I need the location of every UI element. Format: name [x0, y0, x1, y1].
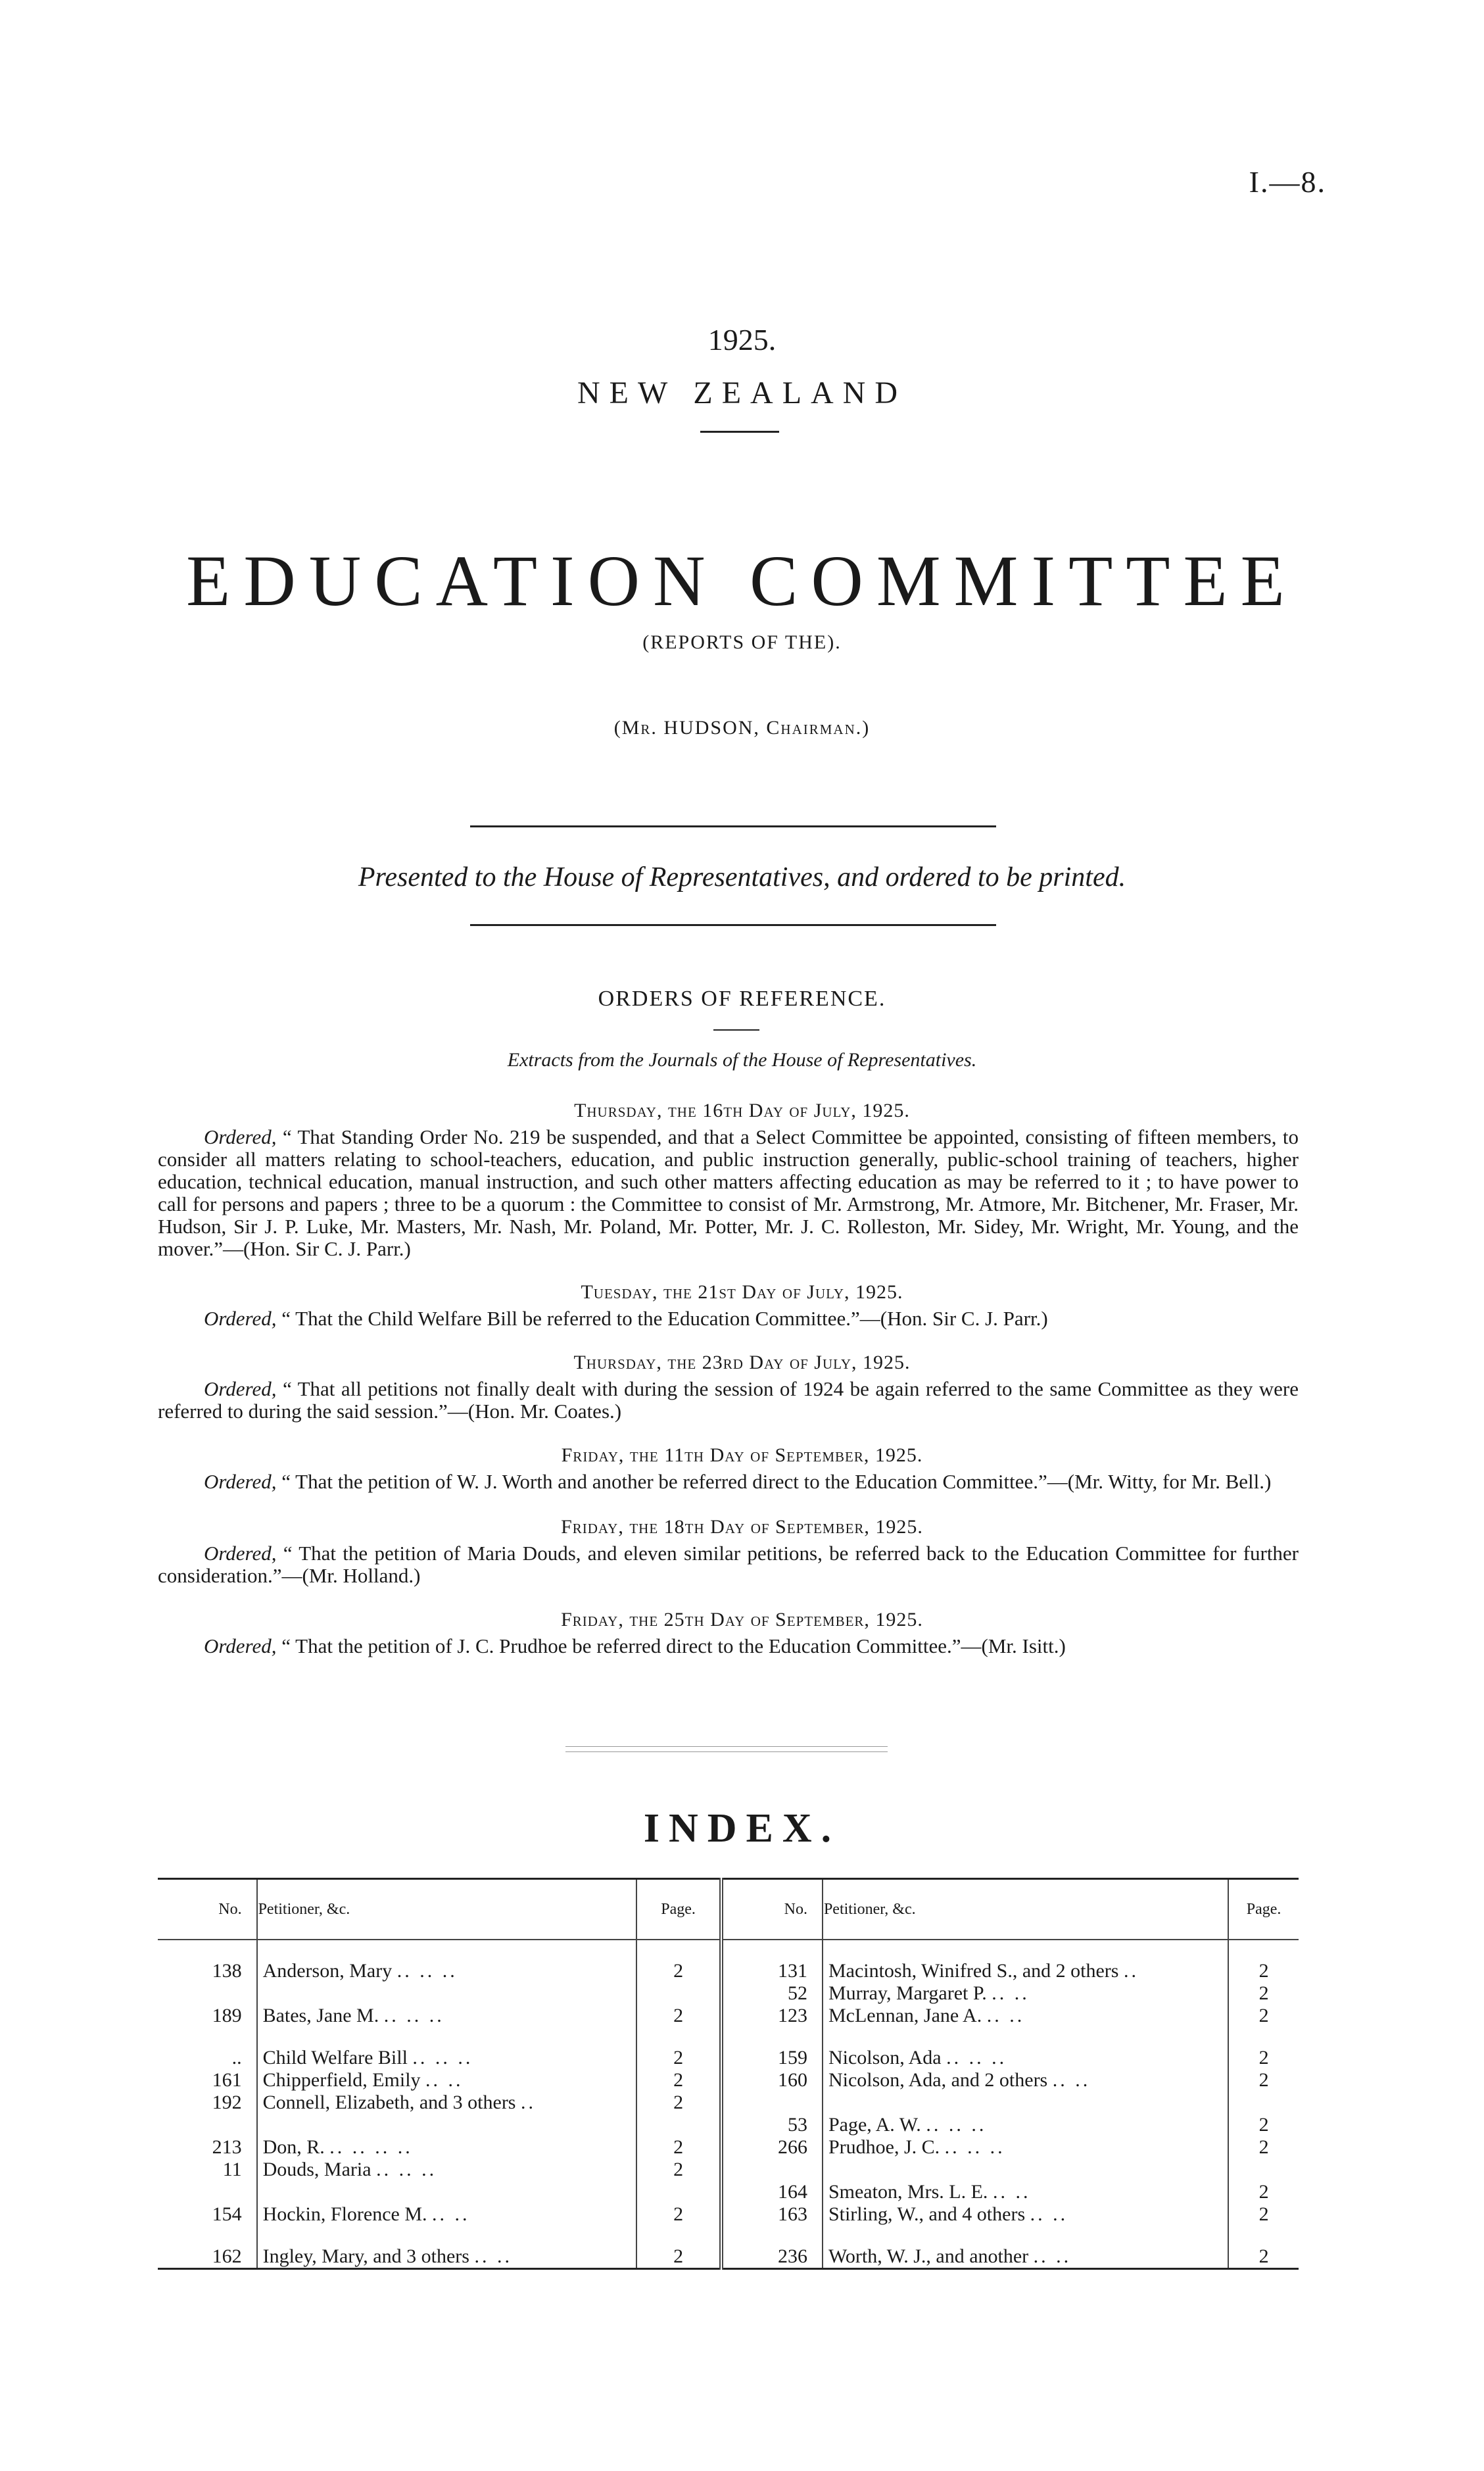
petitioner-name — [257, 2092, 636, 2114]
table-row — [158, 2245, 1299, 2269]
page-number: 2 — [636, 2159, 722, 2181]
entry-number: 266 — [721, 2136, 823, 2159]
petitioner-text: Prudhoe, J. C. — [828, 2136, 940, 2158]
entry-number: 159 — [721, 2047, 823, 2069]
entry-date: Thursday, the 16th Day of July, 1925. — [574, 1100, 910, 1121]
petitioner-name — [257, 2159, 636, 2181]
petitioner-text: Connell, Elizabeth, and 3 others — [262, 2092, 516, 2113]
order-entry — [158, 1635, 1299, 1657]
leader-dots: .. .. — [986, 2005, 1025, 2026]
entry-number: 52 — [721, 1982, 823, 2005]
entry-number: 164 — [721, 2181, 823, 2203]
order-text: “ That the petition of W. J. Worth and another be referred direct to the Education Committee.”—(Mr. Witty, for Mr. Bell.) — [281, 1470, 1272, 1493]
petitioner-name — [257, 2136, 636, 2159]
table-row — [158, 2092, 1299, 2114]
leader-dots: .. — [520, 2092, 536, 2113]
petitioner-text: Chipperfield, Emily — [262, 2069, 421, 2091]
petitioner-name — [823, 1960, 1228, 1982]
entry-number: 123 — [721, 2005, 823, 2027]
page-number: 2 — [1258, 2203, 1269, 2225]
ordered-label: Ordered, — [204, 1377, 277, 1400]
page-number: 2 — [636, 2092, 722, 2114]
page-number: 2 — [636, 2005, 722, 2027]
petitioner-text: Nicolson, Ada — [828, 2047, 942, 2068]
table-row — [158, 1982, 1299, 2005]
order-entry — [158, 1542, 1299, 1587]
ordered-label: Ordered, — [204, 1125, 277, 1148]
petitioner-text: Murray, Margaret P. — [828, 1982, 987, 2004]
ordered-label: Ordered, — [204, 1307, 277, 1330]
petitioner-name — [257, 2005, 636, 2027]
entry-number: 161 — [158, 2069, 257, 2092]
chairman-line: (Mr. HUDSON, Chairman.) — [613, 717, 871, 739]
page-number: 2 — [1258, 2181, 1269, 2203]
page-number: 2 — [1258, 1982, 1269, 2004]
leader-dots: .. .. .. — [383, 2005, 444, 2026]
page-number: 2 — [1258, 2114, 1269, 2136]
entry-date: Friday, the 25th Day of September, 1925. — [561, 1609, 923, 1630]
ordered-label: Ordered, — [204, 1634, 277, 1657]
page-number: 2 — [636, 2136, 722, 2159]
petitioner-text: Worth, W. J., and another — [828, 2245, 1029, 2267]
table-row — [158, 2226, 1299, 2245]
petitioner-name — [257, 2114, 636, 2136]
presented-line: Presented to the House of Representatives, and ordered to be printed. — [358, 862, 1126, 893]
leader-dots: .. .. — [1033, 2245, 1072, 2267]
order-entry — [158, 1308, 1299, 1330]
table-row — [158, 2159, 1299, 2181]
divider — [470, 825, 996, 827]
petitioner-name — [257, 2181, 636, 2203]
order-text: “ That Standing Order No. 219 be suspended, and that a Select Committee be appointed, consisting of fifteen members, to consider all matters relating to school-teachers, education, and public instruction generally, public-school training of teachers, higher education, technical education, manual instruction, and such other matters affecting education as may be referred to it ; to have power to call for persons and papers ; three to be a quorum : the Committee to consist of Mr. Armstrong, Mr. Atmore, Mr. Bitchener, Mr. Fraser, Mr. Hudson, Sir J. P. Luke, Mr. Masters, Mr. Nash, Mr. Poland, Mr. Potter, Mr. J. C. Rolleston, Mr. Sidey, Mr. Wright, Mr. Young, and the mover.”—(Hon. Sir C. J. Parr.) — [158, 1125, 1299, 1260]
order-text: “ That all petitions not finally dealt with during the session of 1924 be again referred to the same Committee as they were referred to during the said session.”—(Hon. Mr. Coates.) — [158, 1377, 1299, 1423]
divider — [565, 1751, 888, 1752]
entry-number: 236 — [721, 2245, 823, 2269]
page-number: 2 — [1258, 2069, 1269, 2091]
entry-number: 160 — [721, 2069, 823, 2092]
order-text: “ That the petition of Maria Douds, and eleven similar petitions, be referred back to the Education Committee for further consideration.”—(Mr. Holland.) — [158, 1542, 1299, 1587]
table-row — [158, 2005, 1299, 2027]
entry-number — [158, 2181, 257, 2203]
entry-number: 192 — [158, 2092, 257, 2114]
page-number: 2 — [636, 2047, 722, 2069]
petitioner-name — [823, 2047, 1228, 2069]
leader-dots: .. .. .. — [944, 2136, 1005, 2158]
table-row — [158, 2047, 1299, 2069]
petitioner-name — [257, 1960, 636, 1982]
col-petitioner: Petitioner, &c. — [257, 1879, 636, 1940]
order-text: “ That the petition of J. C. Prudhoe be referred direct to the Education Committee.”—(Mr. Isitt.) — [281, 1634, 1066, 1657]
leader-dots: .. — [1123, 1960, 1139, 1982]
petitioner-text: Child Welfare Bill — [262, 2047, 408, 2068]
leader-dots: .. .. — [1030, 2203, 1068, 2225]
entry-number: 213 — [158, 2136, 257, 2159]
leader-dots: .. .. — [474, 2245, 512, 2267]
leader-dots: .. .. .. — [926, 2114, 987, 2136]
col-page: Page. — [636, 1879, 722, 1940]
page-number — [636, 2181, 722, 2203]
entry-date: Thursday, the 23rd Day of July, 1925. — [573, 1352, 911, 1373]
leader-dots: .. .. — [432, 2203, 470, 2225]
extracts-line: Extracts from the Journals of the House of Representatives. — [507, 1049, 977, 1071]
order-entry — [158, 1471, 1299, 1493]
petitioner-name — [823, 2069, 1228, 2092]
petitioner-name — [257, 2203, 636, 2226]
document-title: EDUCATION COMMITTEE — [186, 541, 1298, 621]
entry-number: 11 — [158, 2159, 257, 2181]
col-page: Page. — [1228, 1879, 1299, 1940]
spacer-row — [158, 1940, 1299, 1960]
ordered-label: Ordered, — [204, 1542, 277, 1565]
ordered-label: Ordered, — [204, 1470, 277, 1493]
petitioner-text: Douds, Maria — [262, 2159, 371, 2180]
entry-number: 189 — [158, 2005, 257, 2027]
petitioner-text: Stirling, W., and 4 others — [828, 2203, 1026, 2225]
index-header-row — [158, 1879, 1299, 1940]
divider — [700, 431, 779, 433]
petitioner-text: Macintosh, Winifred S., and 2 others — [828, 1960, 1119, 1982]
petitioner-name — [823, 2203, 1228, 2226]
table-row — [158, 2114, 1299, 2136]
page-number — [636, 2114, 722, 2136]
petitioner-name — [823, 1982, 1228, 2005]
petitioner-text: Don, R. — [262, 2136, 325, 2158]
petitioner-name — [823, 2181, 1228, 2203]
index-body — [158, 1940, 1299, 2269]
petitioner-name — [257, 2245, 636, 2269]
petitioner-text: Ingley, Mary, and 3 others — [262, 2245, 469, 2267]
petitioner-text: McLennan, Jane A. — [828, 2005, 982, 2026]
page-number: 2 — [636, 2203, 722, 2226]
petitioner-text: Hockin, Florence M. — [262, 2203, 427, 2225]
page-number: 2 — [1258, 2005, 1269, 2026]
petitioner-text: Page, A. W. — [828, 2114, 921, 2136]
orders-heading: ORDERS OF REFERENCE. — [598, 987, 886, 1011]
petitioner-text: Smeaton, Mrs. L. E. — [828, 2181, 988, 2203]
page-number — [1228, 2092, 1299, 2114]
petitioner-text: Bates, Jane M. — [262, 2005, 379, 2026]
leader-dots: .. .. — [992, 1982, 1030, 2004]
entry-number: .. — [158, 2047, 257, 2069]
petitioner-name — [823, 2136, 1228, 2159]
petitioner-name — [257, 2047, 636, 2069]
leader-dots: .. .. .. — [946, 2047, 1007, 2068]
leader-dots: .. .. — [992, 2181, 1031, 2203]
table-row — [158, 2027, 1299, 2047]
leader-dots: .. .. .. .. — [329, 2136, 413, 2158]
page-number: 2 — [636, 1960, 722, 1982]
entry-number — [721, 2092, 823, 2114]
page-number — [1228, 2159, 1299, 2181]
entry-number — [721, 2159, 823, 2181]
page-number: 2 — [1258, 2245, 1269, 2267]
petitioner-name — [823, 2159, 1228, 2181]
table-row — [158, 1960, 1299, 1982]
petitioner-text: Nicolson, Ada, and 2 others — [828, 2069, 1048, 2091]
entry-number: 138 — [158, 1960, 257, 1982]
divider — [713, 1029, 759, 1031]
entry-number — [158, 1982, 257, 2005]
page-number: 2 — [1258, 1960, 1269, 1982]
year: 1925. — [707, 323, 777, 356]
leader-dots: .. .. .. — [412, 2047, 473, 2068]
page-reference: I.—8. — [1249, 165, 1326, 199]
petitioner-text: Anderson, Mary — [262, 1960, 393, 1982]
document-subtitle: (REPORTS OF THE). — [642, 631, 842, 653]
page-number: 2 — [1258, 2047, 1269, 2068]
petitioner-name — [823, 2005, 1228, 2027]
entry-date: Tuesday, the 21st Day of July, 1925. — [581, 1281, 903, 1303]
order-text: “ That the Child Welfare Bill be referred to the Education Committee.”—(Hon. Sir C. J. Parr.) — [281, 1307, 1048, 1330]
index-table — [158, 1878, 1299, 2270]
page-number: 2 — [636, 2069, 722, 2092]
petitioner-name — [823, 2245, 1228, 2269]
index-title: INDEX. — [643, 1806, 841, 1851]
table-row — [158, 2136, 1299, 2159]
page-number: 2 — [1258, 2136, 1269, 2158]
page-number: 2 — [636, 2245, 722, 2269]
leader-dots: .. .. .. — [376, 2159, 437, 2180]
entry-number — [158, 2114, 257, 2136]
leader-dots: .. .. — [1052, 2069, 1091, 2091]
entry-date: Friday, the 18th Day of September, 1925. — [561, 1516, 923, 1538]
order-entry — [158, 1378, 1299, 1423]
leader-dots: .. .. .. — [396, 1960, 458, 1982]
country-heading: NEW ZEALAND — [577, 376, 907, 410]
page-number — [636, 1982, 722, 2005]
table-row — [158, 2181, 1299, 2203]
entry-number: 131 — [721, 1960, 823, 1982]
entry-date: Friday, the 11th Day of September, 1925. — [561, 1444, 923, 1466]
col-no: No. — [721, 1879, 823, 1940]
col-no: No. — [158, 1879, 257, 1940]
entry-number: 163 — [721, 2203, 823, 2226]
order-entry — [158, 1126, 1299, 1260]
entry-number: 162 — [158, 2245, 257, 2269]
table-row — [158, 2203, 1299, 2226]
divider — [470, 924, 996, 926]
leader-dots: .. .. — [425, 2069, 464, 2091]
petitioner-name — [257, 1982, 636, 2005]
entry-number: 53 — [721, 2114, 823, 2136]
col-petitioner: Petitioner, &c. — [823, 1879, 1228, 1940]
petitioner-name — [823, 2114, 1228, 2136]
petitioner-name — [257, 2069, 636, 2092]
divider — [565, 1746, 888, 1747]
petitioner-name — [823, 2092, 1228, 2114]
entry-number: 154 — [158, 2203, 257, 2226]
table-row — [158, 2069, 1299, 2092]
